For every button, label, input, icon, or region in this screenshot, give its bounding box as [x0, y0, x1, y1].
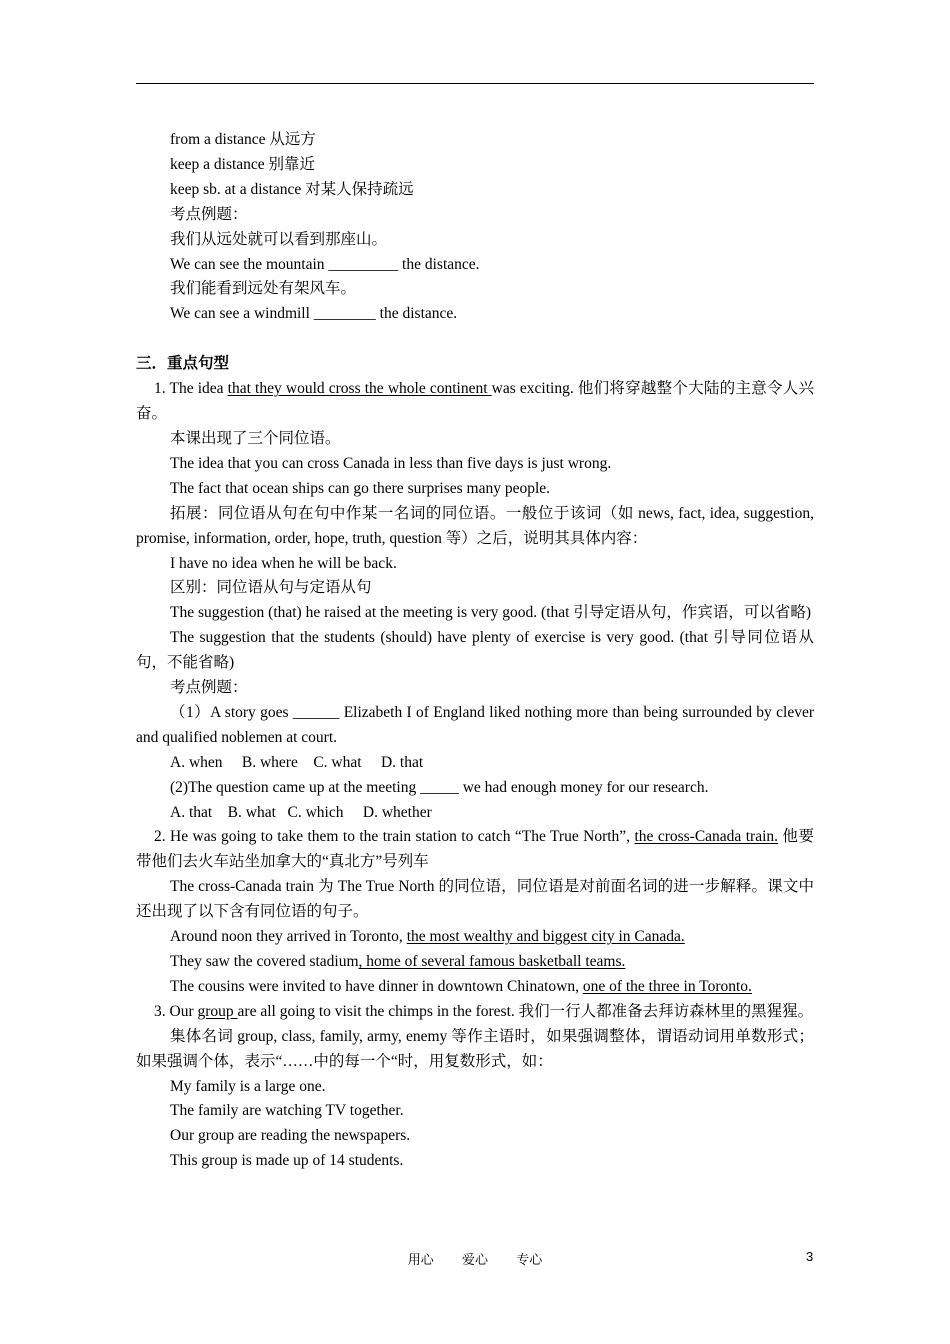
question-2-options: A. that B. what C. which D. whether	[170, 803, 432, 821]
example-toronto	[136, 925, 814, 950]
exercise-en-1: We can see the mountain _________ the distance.	[170, 255, 480, 273]
page-number: 3	[806, 1249, 814, 1264]
exercise-cn-2: 我们能看到远处有架风车。	[170, 280, 357, 298]
sentence-2-underline: the cross-Canada train.	[634, 828, 779, 846]
example-no-idea: I have no idea when he will be back.	[170, 554, 397, 572]
example-suggestion-2: The suggestion that the students (should) have plenty of exercise is very good. (that 引导同位语从句，不能省略)	[136, 629, 814, 672]
example-chinatown-pre: The cousins were invited to have dinner in downtown Chinatown,	[170, 977, 583, 995]
example-group-2: This group is made up of 14 students.	[170, 1152, 404, 1170]
example-toronto-pre: Around noon they arrived in Toronto,	[170, 928, 407, 946]
exercise-cn-1: 我们从远处就可以看到那座山。	[170, 230, 388, 248]
sentence-3	[136, 1000, 814, 1025]
section-heading: 三．重点句型	[136, 355, 230, 373]
sentence-1-underline: that they would cross the whole continent	[227, 380, 492, 398]
example-family-1: My family is a large one.	[170, 1077, 326, 1095]
distinction-note: 区别：同位语从句与定语从句	[170, 579, 372, 597]
phrase-from-a-distance: from a distance 从远方	[170, 131, 316, 148]
sentence-3-pre: 3. Our	[154, 1002, 198, 1020]
example-stadium-underline: , home of several famous basketball teams.	[358, 953, 626, 970]
note-appositive-count: 本课出现了三个同位语。	[170, 429, 341, 447]
example-family-2: The family are watching TV together.	[170, 1102, 404, 1120]
example-stadium-pre: They saw the covered stadium	[170, 953, 359, 970]
example-suggestion-1: The suggestion (that) he raised at the meeting is very good. (that 引导定语从句，作宾语，可以省略)	[170, 604, 811, 622]
collective-noun-note: 集体名词 group, class, family, army, enemy 等作主语时，如果强调整体，谓语动词用单数形式；如果强调个体，表示“……中的每一个“时，用复数形式，如：	[136, 1027, 814, 1070]
example-chinatown-underline: one of the three in Toronto.	[582, 977, 752, 995]
example-group-1: Our group are reading the newspapers.	[170, 1127, 411, 1145]
question-1: （1）A story goes ______ Elizabeth I of England liked nothing more than being surrounded by clever and qualified noblemen at court.	[136, 703, 814, 746]
sentence-1-pre: 1. The idea	[154, 380, 228, 398]
phrase-keep-a-distance: keep a distance 别靠近	[170, 155, 316, 173]
sentence-1	[136, 377, 814, 427]
phrase-keep-sb-at-a-distance: keep sb. at a distance 对某人保持疏远	[170, 180, 414, 198]
example-idea: The idea that you can cross Canada in less than five days is just wrong.	[170, 454, 612, 472]
example-fact: The fact that ocean ships can go there surprises many people.	[170, 479, 551, 497]
sentence-2-post: 他要带他们去火车站坐加拿大的“真北方”号列车	[136, 828, 814, 871]
footer-motto: 用心 爱心 专心	[407, 1253, 543, 1268]
sentence-2	[136, 825, 814, 875]
header-rule	[136, 83, 814, 84]
page-body	[136, 128, 814, 1174]
question-1-options: A. when B. where C. what D. that	[170, 753, 424, 771]
example-stadium	[136, 950, 814, 975]
exercise-label-2: 考点例题：	[170, 679, 248, 697]
sentence-3-underline: group	[197, 1002, 238, 1020]
exercise-en-2: We can see a windmill ________ the distance.	[170, 305, 458, 323]
example-chinatown	[136, 975, 814, 1000]
sentence-2-pre: 2. He was going to take them to the train station to catch “The True North”,	[154, 828, 635, 846]
spacer	[136, 327, 814, 352]
question-2: (2)The question came up at the meeting _____ we had enough money for our research.	[170, 778, 709, 796]
example-toronto-underline: the most wealthy and biggest city in Canada.	[406, 928, 685, 946]
extension-note: 拓展：同位语从句在句中作某一名词的同位语。一般位于该词（如 news, fact, idea, suggestion, promise, information, order, hope, truth, question 等）之后，说明其具体内容：	[136, 504, 814, 547]
sentence-1-post: was exciting. 他们将穿越整个大陆的主意令人兴奋。	[136, 380, 814, 423]
appositive-explanation: The cross-Canada train 为 The True North 的同位语，同位语是对前面名词的进一步解释。课文中还出现了以下含有同位语的句子。	[136, 878, 814, 921]
exercise-label: 考点例题：	[170, 205, 248, 223]
sentence-3-post: are all going to visit the chimps in the forest. 我们一行人都准备去拜访森林里的黑猩猩。	[237, 1002, 814, 1020]
